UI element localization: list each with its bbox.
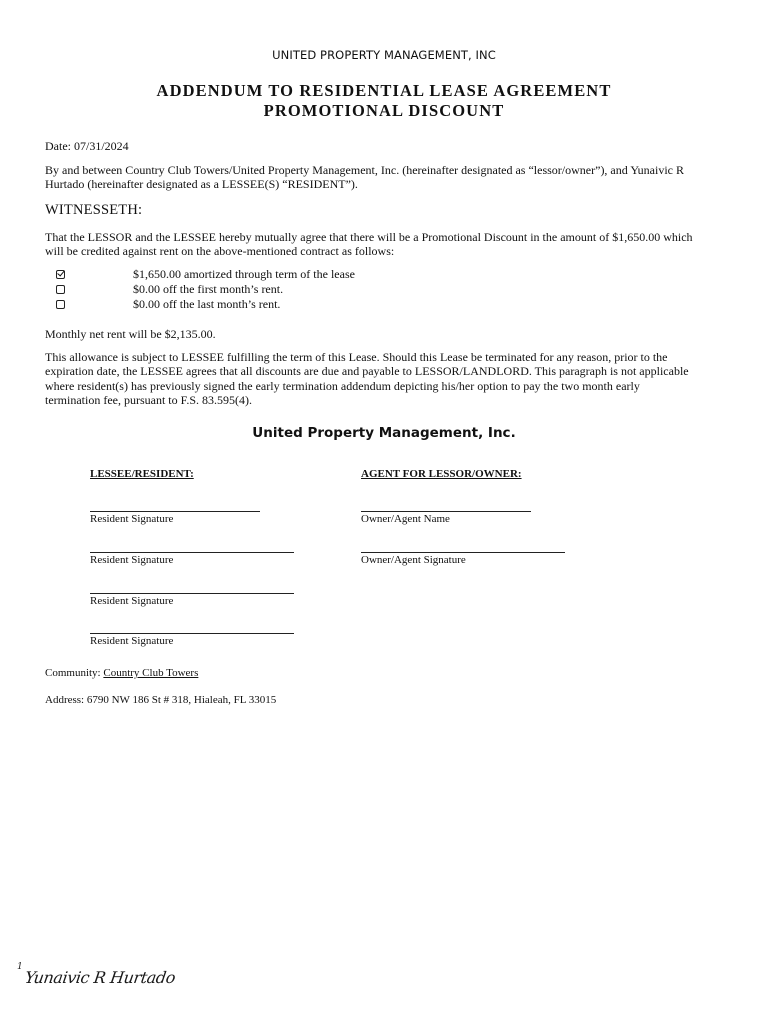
intro-line-1: By and between Country Club Towers/United Property Management, Inc. (hereinafter designated as “lessor/owner”), and Yunaivic R (45, 163, 684, 177)
resident-signature-label: Resident Signature (90, 513, 174, 525)
resident-signature-label: Resident Signature (90, 635, 174, 647)
monthly-net-rent: Monthly net rent will be $2,135.00. (45, 327, 216, 341)
allowance-paragraph (45, 350, 725, 408)
owner-agent-signature-label: Owner/Agent Signature (361, 554, 466, 566)
intro-paragraph (45, 163, 725, 192)
allowance-line: termination fee, pursuant to F.S. 83.595(4). (45, 393, 253, 408)
resident-signature-label: Resident Signature (90, 554, 174, 566)
allowance-line: This allowance is subject to LESSEE fulfilling the term of this Lease. Should this Lease be terminated for any reason, prior to the (45, 350, 668, 364)
option-label: $0.00 off the first month’s rent. (133, 282, 284, 296)
discount-options (56, 267, 355, 312)
community-label: Community: (45, 667, 104, 679)
agreement-line-1: That the LESSOR and the LESSEE hereby mutually agree that there will be a Promotional Discount in the amount of $1,650.00 which (45, 230, 693, 244)
signature-name: Yunaivic R Hurtado (23, 968, 177, 987)
document-date: Date: 07/31/2024 (45, 139, 129, 153)
option-checkbox[interactable] (56, 300, 65, 309)
discount-option (56, 267, 355, 282)
address: Address: 6790 NW 186 St # 318, Hialeah, FL 33015 (45, 694, 277, 706)
option-label: $0.00 off the last month’s rent. (133, 297, 281, 311)
lessee-heading: LESSEE/RESIDENT: (90, 468, 194, 480)
option-checkbox[interactable] (56, 270, 65, 279)
agreement-line-2: will be credited against rent on the above-mentioned contract as follows: (45, 244, 395, 259)
option-checkbox[interactable] (56, 285, 65, 294)
resident-signature-line[interactable] (90, 593, 294, 594)
signature-prefix: 1 (17, 962, 23, 972)
title-line-1: ADDENDUM TO RESIDENTIAL LEASE AGREEMENT (156, 81, 612, 100)
resident-signature-line[interactable] (90, 552, 294, 553)
community-value: Country Club Towers (103, 667, 199, 679)
allowance-line: expiration date, the LESSEE agrees that all discounts are due and payable to LESSOR/LANDLORD. This paragraph is not applicable (45, 364, 689, 379)
resident-signature-label: Resident Signature (90, 595, 174, 607)
title-line-2: PROMOTIONAL DISCOUNT (263, 101, 505, 120)
discount-option (56, 282, 355, 297)
resident-signature-line[interactable] (90, 633, 294, 634)
company-header: UNITED PROPERTY MANAGEMENT, INC (272, 48, 496, 62)
resident-signature-line[interactable] (90, 511, 260, 512)
signature-company-name: United Property Management, Inc. (252, 425, 516, 441)
witnesseth-heading: WITNESSETH: (45, 202, 143, 218)
owner-agent-signature-line[interactable] (361, 552, 565, 553)
community (45, 666, 725, 680)
handwritten-signature (16, 956, 186, 996)
option-label: $1,650.00 amortized through term of the lease (133, 267, 355, 281)
owner-agent-name-line[interactable] (361, 511, 531, 512)
allowance-line: where resident(s) has previously signed the early termination addendum depicting his/her option to pay the two month early (45, 378, 640, 393)
agreement-paragraph (45, 230, 725, 259)
document-title (0, 81, 768, 121)
discount-option (56, 297, 355, 312)
intro-line-2: Hurtado (hereinafter designated as a LESSEE(S) “RESIDENT”). (45, 177, 358, 192)
owner-agent-name-label: Owner/Agent Name (361, 513, 450, 525)
agent-heading: AGENT FOR LESSOR/OWNER: (361, 468, 522, 480)
